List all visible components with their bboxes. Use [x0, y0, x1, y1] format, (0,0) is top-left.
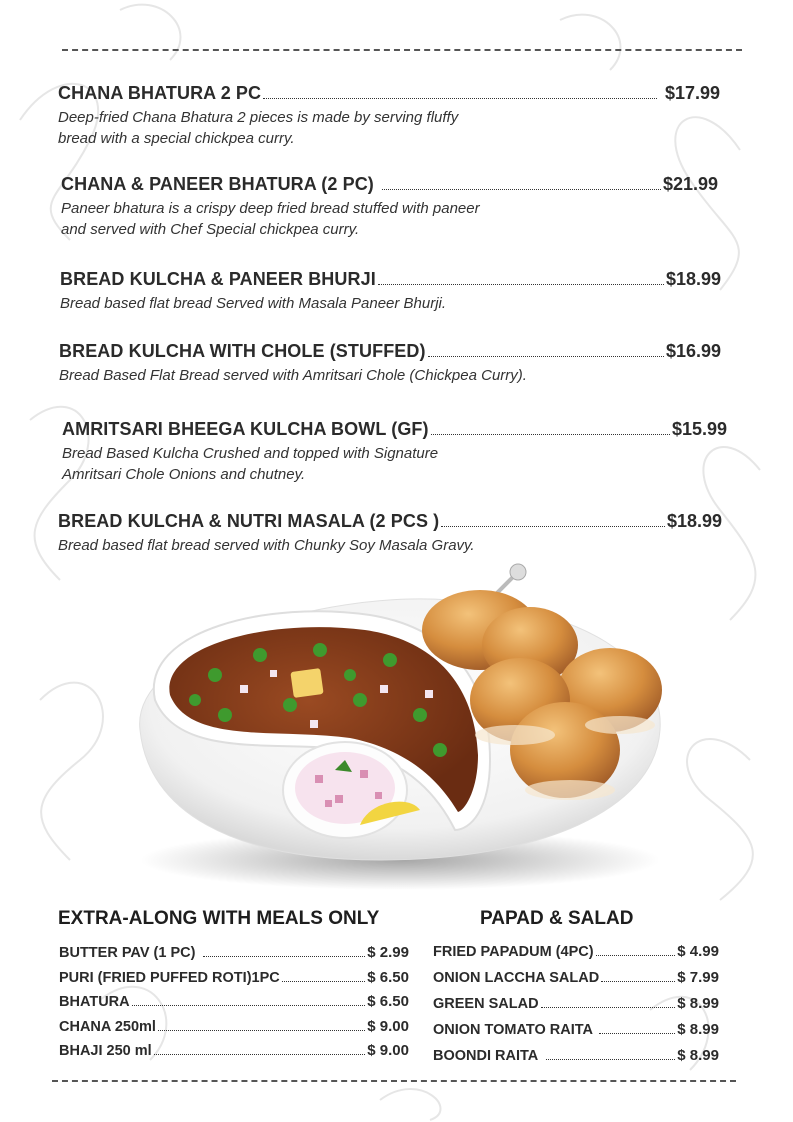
extras-list [59, 944, 409, 1067]
item-description: Bread Based Kulcha Crushed and topped with Signature Amritsari Chole Onions and chutney. [62, 445, 439, 483]
salad-price: $ 4.99 [677, 943, 719, 960]
extras-title: EXTRA-ALONG WITH MEALS ONLY [58, 908, 380, 929]
extra-price: $ 6.50 [367, 993, 409, 1010]
list-item [59, 993, 409, 1018]
salad-name: BOONDI RAITA [433, 1048, 539, 1064]
list-item [433, 969, 719, 995]
dot-leader [599, 1033, 675, 1034]
item-description: Bread based flat bread Served with Masala Paneer Bhurji. [60, 295, 447, 312]
item-price: $21.99 [662, 174, 718, 194]
dot-leader [601, 981, 675, 982]
dot-leader [132, 1005, 366, 1006]
salad-name: FRIED PAPADUM (4PC) [433, 944, 594, 960]
item-description: Bread Based Flat Bread served with Amritsari Chole (Chickpea Curry). [59, 367, 527, 384]
list-item [433, 943, 719, 969]
dot-leader [282, 981, 366, 982]
item-price: $16.99 [665, 341, 721, 361]
dot-leader [203, 956, 365, 957]
menu-item-amritsari-bheega-kulcha [62, 419, 727, 485]
papad-salad-title: PAPAD & SALAD [480, 908, 634, 929]
extra-price: $ 9.00 [367, 1017, 409, 1035]
list-item [59, 969, 409, 994]
dot-leader [596, 955, 676, 956]
extra-price: $ 6.50 [367, 968, 409, 986]
dot-leader [263, 98, 657, 99]
item-price: $18.99 [666, 511, 722, 531]
salad-price: $ 7.99 [677, 969, 719, 986]
menu-item-chana-bhatura [58, 83, 720, 149]
item-price: $15.99 [671, 419, 727, 439]
item-name: CHANA BHATURA 2 PC [58, 83, 262, 103]
list-item [433, 1021, 719, 1047]
extra-name: CHANA 250ml [59, 1018, 156, 1035]
papad-salad-list [433, 943, 719, 1073]
salad-price: $ 8.99 [677, 1021, 719, 1038]
extra-name: BUTTER PAV (1 PC) [59, 945, 196, 961]
dot-leader [541, 1007, 676, 1008]
dot-leader [441, 526, 665, 527]
dot-leader [431, 434, 670, 435]
extra-name: BHATURA [59, 994, 130, 1010]
dot-leader [382, 189, 661, 190]
item-price: $18.99 [665, 269, 721, 289]
item-description: Paneer bhatura is a crispy deep fried bread stuffed with paneer and served with Chef Special chickpea curry. [61, 200, 480, 238]
list-item [59, 944, 409, 969]
menu-item-bread-kulcha-paneer-bhurji [60, 269, 721, 314]
dot-leader [154, 1054, 366, 1055]
item-description: Deep-fried Chana Bhatura 2 pieces is made by serving fluffy bread with a special chickpea curry. [58, 109, 459, 147]
dot-leader [546, 1059, 675, 1060]
item-price: $17.99 [664, 83, 720, 103]
salad-name: ONION TOMATO RAITA [433, 1022, 594, 1038]
extra-price: $ 2.99 [367, 944, 409, 961]
dot-leader [428, 356, 664, 357]
item-name: BREAD KULCHA & PANEER BHURJI [60, 269, 376, 289]
extra-price: $ 9.00 [367, 1042, 409, 1059]
item-name: AMRITSARI BHEEGA KULCHA BOWL (GF) [62, 419, 429, 439]
top-divider [62, 49, 742, 51]
list-item [433, 1047, 719, 1073]
bottom-divider [52, 1080, 736, 1082]
salad-price: $ 8.99 [677, 995, 719, 1012]
extra-name: BHAJI 250 ml [59, 1043, 152, 1059]
item-name: BREAD KULCHA & NUTRI MASALA (2 PCS ) [58, 511, 440, 531]
item-description: Bread based flat bread served with Chunky Soy Masala Gravy. [58, 537, 475, 554]
list-item [59, 1018, 409, 1043]
item-name: BREAD KULCHA WITH CHOLE (STUFFED) [59, 341, 426, 361]
dot-leader [378, 284, 664, 285]
extra-name: PURI (FRIED PUFFED ROTI)1PC [59, 969, 280, 986]
pav-bhaji-photo [120, 560, 680, 890]
menu-item-bread-kulcha-nutri-masala [58, 511, 722, 556]
item-name: CHANA & PANEER BHATURA (2 PC) [61, 174, 374, 194]
menu-item-bread-kulcha-chole [59, 341, 721, 386]
salad-name: ONION LACCHA SALAD [433, 970, 600, 986]
dot-leader [158, 1030, 365, 1031]
salad-price: $ 8.99 [677, 1047, 719, 1064]
list-item [59, 1042, 409, 1067]
salad-name: GREEN SALAD [433, 996, 539, 1012]
menu-item-chana-paneer-bhatura [61, 174, 718, 240]
list-item [433, 995, 719, 1021]
